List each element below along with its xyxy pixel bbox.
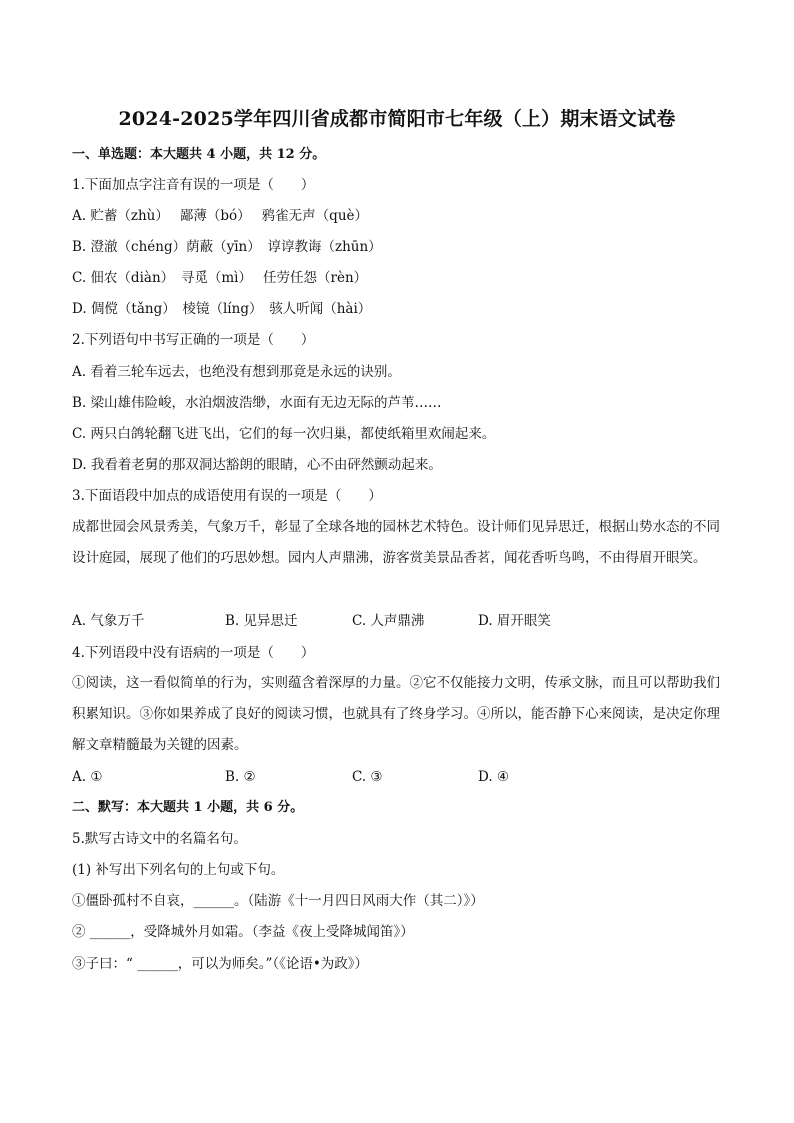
- question-1-option-d: D. 倜傥（tǎng） 棱镜（líng） 骇人听闻（hài）: [72, 301, 372, 317]
- section-heading-single-choice: 一、单选题：本大题共 4 小题，共 12 分。: [72, 147, 326, 162]
- question-2-stem: 2.下列语句中书写正确的一项是（ ）: [72, 332, 315, 348]
- question-2-option-d: D. 我看着老舅的那双洞达豁朗的眼睛，心不由砰然颤动起来。: [72, 457, 442, 473]
- question-5-line-1: ①僵卧孤村不自哀，______。（陆游《十一月四日风雨大作（其二）》）: [72, 893, 484, 909]
- question-1-option-b: B. 澄澈（chéng）荫蔽（yīn） 谆谆教诲（zhūn）: [72, 239, 382, 255]
- question-3-stem: 3.下面语段中加点的成语使用有误的一项是（ ）: [72, 488, 382, 504]
- question-3-option-d: D. 眉开眼笑: [478, 613, 551, 629]
- question-2-option-b: B. 梁山雄伟险峻，水泊烟波浩缈，水面有无边无际的芦苇……: [72, 395, 442, 411]
- exam-title: 2024-2025学年四川省成都市简阳市七年级（上）期末语文试卷: [118, 108, 676, 130]
- question-5-line-3: ③子曰：“ ______，可以为师矣。”（《论语•为政》）: [72, 956, 369, 972]
- question-3-passage: 成都世园会风景秀美，气象万千，彰显了全球各地的园林艺术特色。设计师们见异思迁，根据山势水态的不同设计庭园，展现了他们的巧思妙想。园内人声鼎沸，游客赏美景品香茗，闻花香听鸟鸣，不由得眉开眼笑。: [72, 519, 720, 566]
- question-4-option-b: B. ②: [225, 769, 256, 785]
- question-3-option-b: B. 见异思迁: [225, 613, 298, 629]
- question-1-stem: 1.下面加点字注音有误的一项是（ ）: [72, 177, 315, 193]
- question-3-option-c: C. 人声鼎沸: [352, 613, 425, 629]
- question-4-option-c: C. ③: [352, 769, 383, 785]
- question-4-stem: 4.下列语段中没有语病的一项是（ ）: [72, 645, 315, 661]
- question-2-option-c: C. 两只白鸽轮翻飞进飞出，它们的每一次归巢，都使纸箱里欢闹起来。: [72, 426, 496, 442]
- question-4-passage: ①阅读，这一看似简单的行为，实则蕴含着深厚的力量。②它不仅能接力文明，传承文脉，而且可以帮助我们积累知识。③你如果养成了良好的阅读习惯，也就具有了终身学习。④所以，能否静下心来阅读，是决定你理解文章精髓最为关键的因素。: [72, 675, 720, 753]
- question-5-sub-1: (1) 补写出下列名句的上句或下句。: [72, 862, 285, 878]
- question-3-option-a: A. 气象万千: [72, 613, 145, 629]
- section-heading-dictation: 二、默写：本大题共 1 小题，共 6 分。: [72, 800, 304, 815]
- question-1-option-c: C. 佃农（diàn） 寻觅（mì） 任劳任怨（rèn）: [72, 270, 368, 286]
- question-1-option-a: A. 贮蓄（zhù） 鄙薄（bó） 鸦雀无声（què）: [72, 208, 369, 224]
- question-4-option-d: D. ④: [478, 769, 510, 785]
- question-4-option-a: A. ①: [72, 769, 103, 785]
- question-5-line-2: ② ______，受降城外月如霜。（李益《夜上受降城闻笛》）: [72, 924, 414, 940]
- question-2-option-a: A. 看着三轮车远去，也绝没有想到那竟是永远的诀别。: [72, 364, 401, 380]
- question-5-stem: 5.默写古诗文中的名篇名句。: [72, 831, 247, 847]
